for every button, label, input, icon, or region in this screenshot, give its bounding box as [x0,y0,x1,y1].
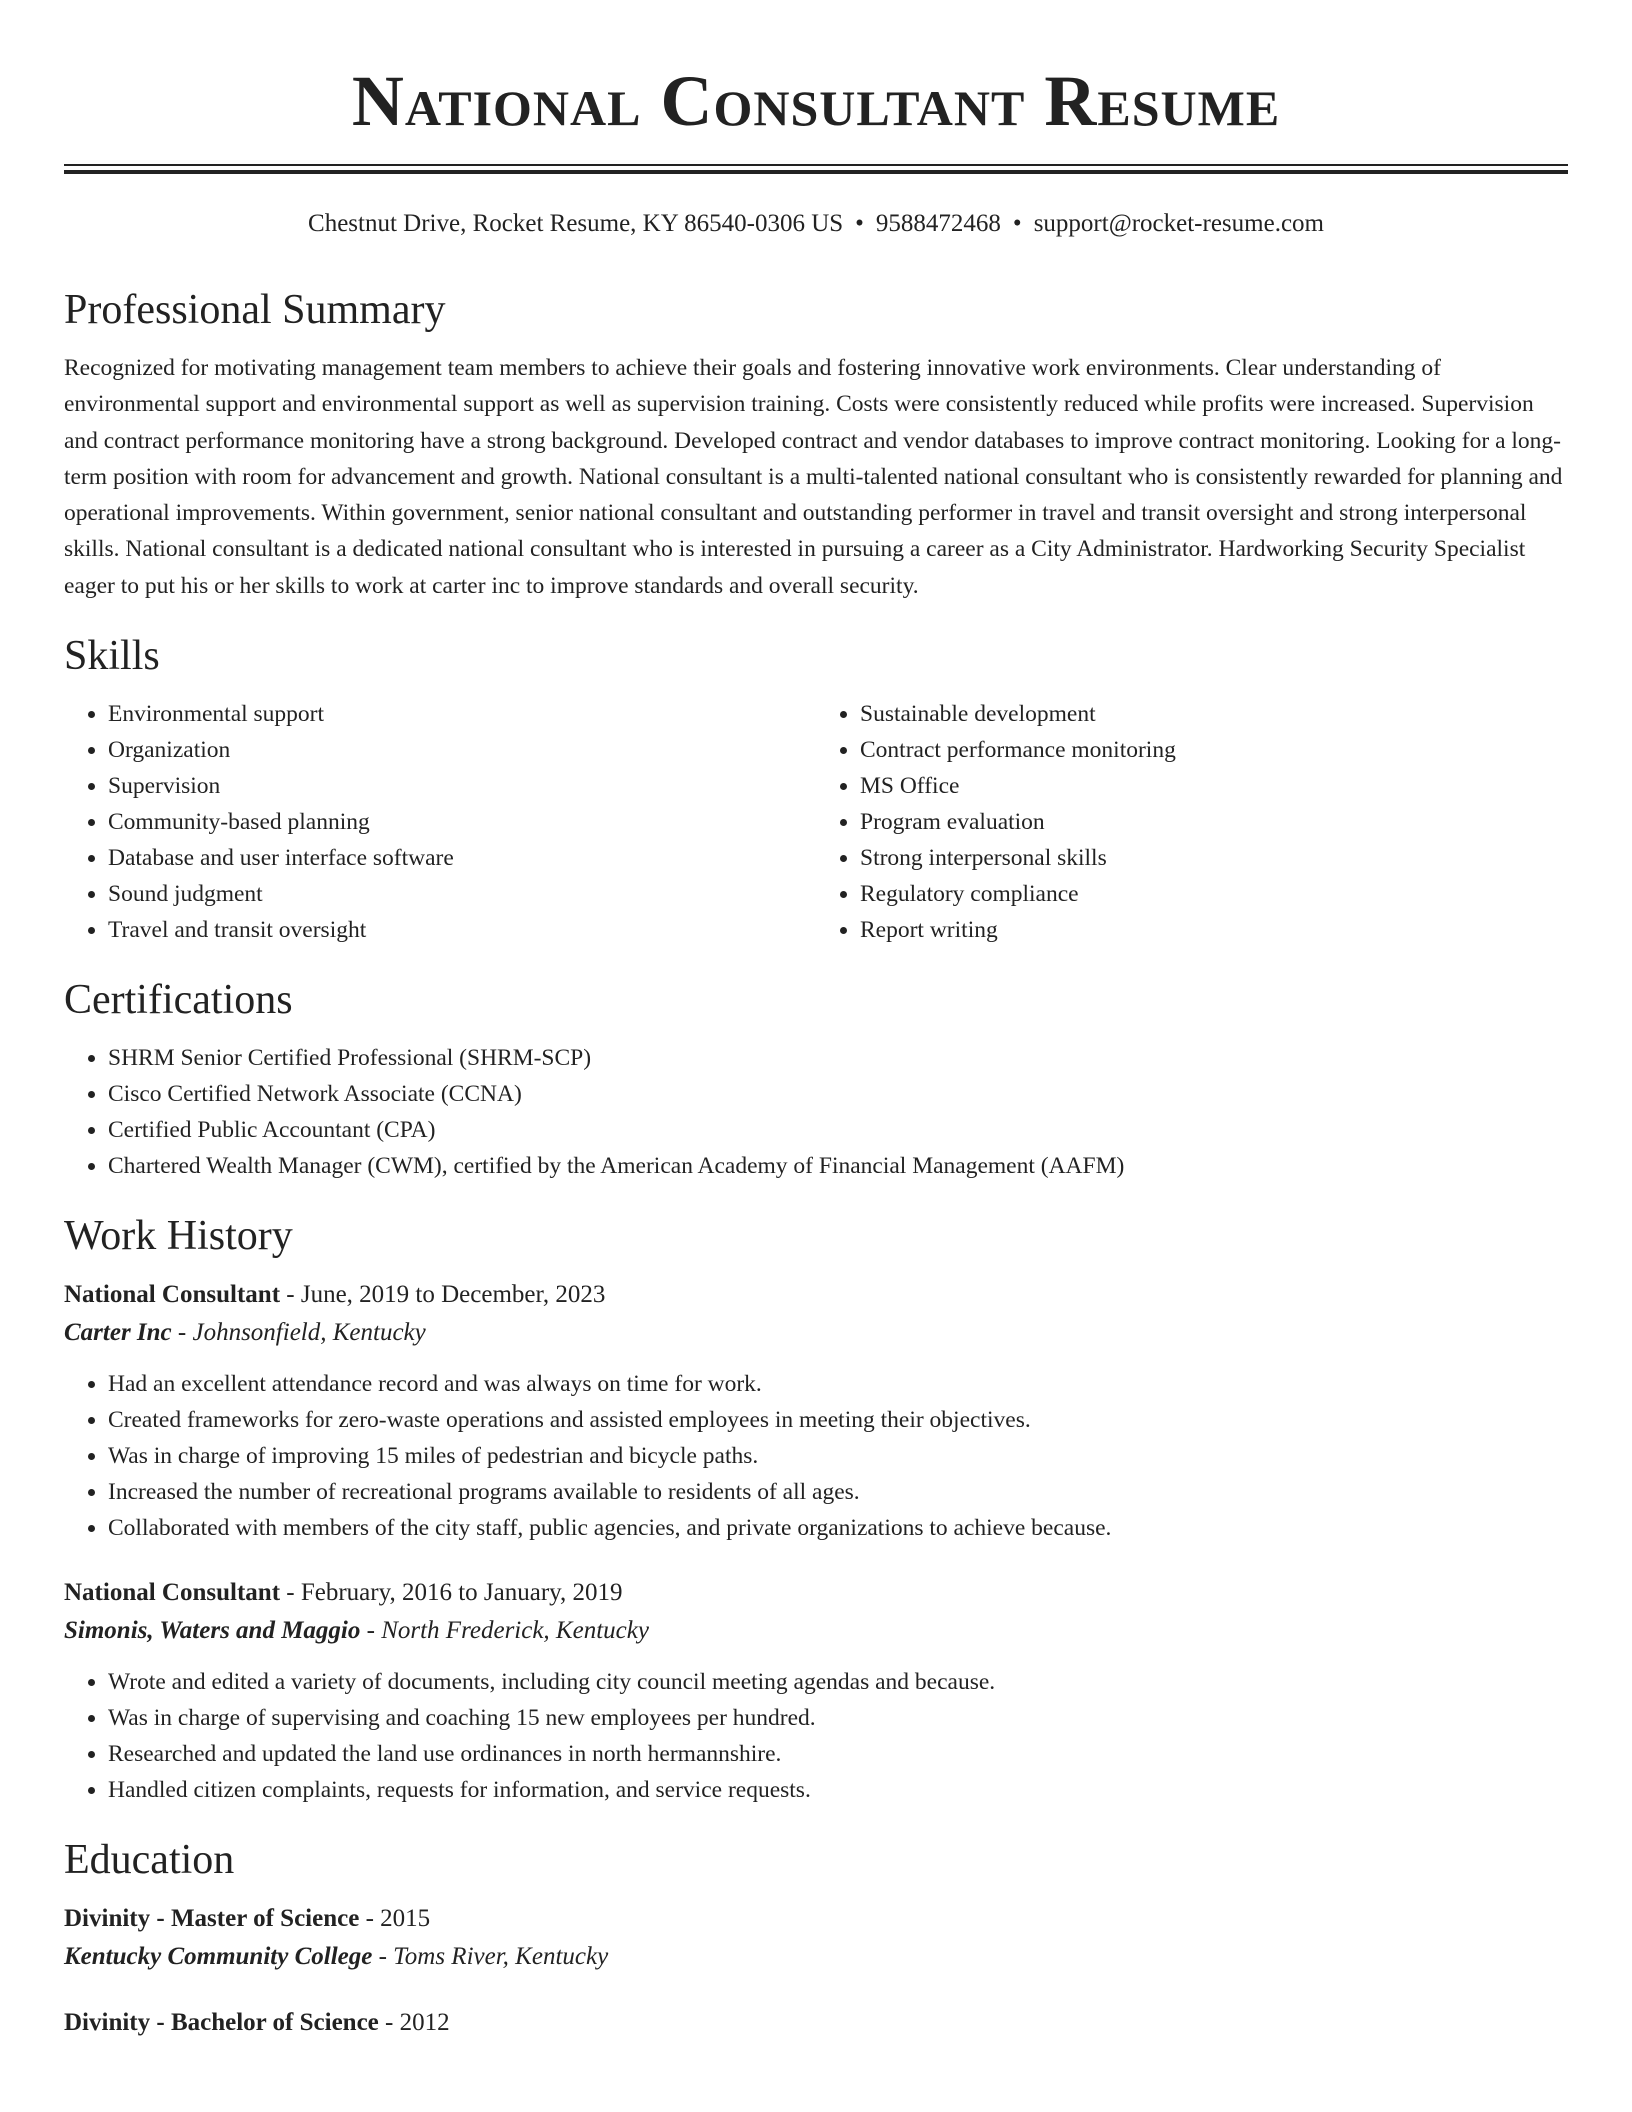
certification-item: • Cisco Certified Network Associate (CCNA) [108,1076,1568,1112]
job-location: - North Frederick, Kentucky [360,1617,649,1645]
education-degree: Divinity - Bachelor of Science [64,2009,379,2037]
skill-item: • Environmental support [108,696,816,732]
education-school-line [64,1938,1568,1976]
certifications-list [64,1040,1568,1184]
contact-phone: 9588472468 [875,210,1001,237]
skill-item: • Supervision [108,768,816,804]
certifications-heading: Certifications [64,977,293,1024]
skill-item: • Organization [108,732,816,768]
certification-item: • Chartered Wealth Manager (CWM), certified by the American Academy of Financial Management (AAFM) [108,1148,1568,1184]
job-company: Simonis, Waters and Maggio [64,1617,361,1645]
skill-item: • MS Office [860,768,1568,804]
skills-column-right [816,696,1568,948]
title-divider [64,164,1568,174]
education-school: Kentucky Community College [64,1943,373,1971]
contact-email: support@rocket-resume.com [1033,210,1324,237]
job-company-line [64,1612,1568,1650]
job-bullets [64,1664,1568,1808]
contact-separator: • [855,210,864,237]
skill-item: • Travel and transit oversight [108,912,816,948]
skill-item: • Contract performance monitoring [860,732,1568,768]
skills-list [64,696,1568,948]
work-history-heading: Work History [64,1213,293,1260]
certification-item: • Certified Public Accountant (CPA) [108,1112,1568,1148]
skill-item: • Program evaluation [860,804,1568,840]
skill-item: • Database and user interface software [108,840,816,876]
education-location: - Toms River, Kentucky [372,1943,609,1971]
job-bullet: • Wrote and edited a variety of documents, including city council meeting agendas and because. [108,1664,1568,1700]
contact-separator: • [1012,210,1022,237]
job-bullets [64,1366,1568,1546]
job-title: National Consultant [64,1579,281,1607]
certification-item: • SHRM Senior Certified Professional (SHRM-SCP) [108,1040,1568,1076]
summary-text: Recognized for motivating management team members to achieve their goals and fostering innovative work environments. Clear understanding of environmental support and environmental support as well as supervision training. Costs were consistently reduced while profits were increased. Supervision and contract performance monitoring have a strong background. Developed contract and vendor databases to improve contract monitoring. Looking for a long-term position with room for advancement and growth. National consultant is a multi-talented national consultant who is consistently rewarded for planning and operational improvements. Within government, senior national consultant and outstanding performer in travel and transit oversight and strong interpersonal skills. National consultant is a dedicated national consultant who is interested in pursuing a career as a City Administrator. Hardworking Security Specialist eager to put his or her skills to work at carter inc to improve standards and overall security. [64,355,1563,599]
job-dates: - June, 2019 to December, 2023 [280,1281,606,1309]
job-bullet: • Was in charge of improving 15 miles of pedestrian and bicycle paths. [108,1438,1568,1474]
job-company: Carter Inc [64,1319,172,1347]
job-bullet: • Was in charge of supervising and coaching 15 new employees per hundred. [108,1700,1568,1736]
education-degree-line [64,1900,1568,1938]
resume-title: National Consultant Resume [351,61,1281,141]
job-title: National Consultant [64,1281,281,1309]
job-bullet: • Handled citizen complaints, requests for information, and service requests. [108,1772,1568,1808]
job-bullet: • Collaborated with members of the city staff, public agencies, and private organizations to achieve because. [108,1510,1568,1546]
job-entry [64,1276,1568,1546]
job-title-line [64,1574,1568,1612]
skills-heading: Skills [64,633,160,680]
education-year: - 2015 [359,1905,431,1933]
education-entry [64,1900,1568,1976]
skill-item: • Sustainable development [860,696,1568,732]
contact-line [64,208,1568,240]
skill-item: • Community-based planning [108,804,816,840]
skill-item: • Regulatory compliance [860,876,1568,912]
job-dates: - February, 2016 to January, 2019 [280,1579,623,1607]
skills-column-left [64,696,816,948]
skill-item: • Sound judgment [108,876,816,912]
job-title-line [64,1276,1568,1314]
job-company-line [64,1314,1568,1352]
education-degree: Divinity - Master of Science [64,1905,360,1933]
education-year: - 2012 [378,2009,450,2037]
job-bullet: • Researched and updated the land use ordinances in north hermannshire. [108,1736,1568,1772]
education-heading: Education [64,1837,235,1884]
job-bullet: • Had an excellent attendance record and was always on time for work. [108,1366,1568,1402]
skill-item: • Report writing [860,912,1568,948]
skill-item: • Strong interpersonal skills [860,840,1568,876]
job-location: - Johnsonfield, Kentucky [171,1319,426,1347]
job-bullet: • Increased the number of recreational programs available to residents of all ages. [108,1474,1568,1510]
education-entry [64,2004,1568,2042]
contact-address: Chestnut Drive, Rocket Resume, KY 86540-0306 US [308,210,844,237]
education-degree-line [64,2004,1568,2042]
summary-heading: Professional Summary [64,287,446,333]
job-bullet: • Created frameworks for zero-waste operations and assisted employees in meeting their objectives. [108,1402,1568,1438]
job-entry [64,1574,1568,1808]
